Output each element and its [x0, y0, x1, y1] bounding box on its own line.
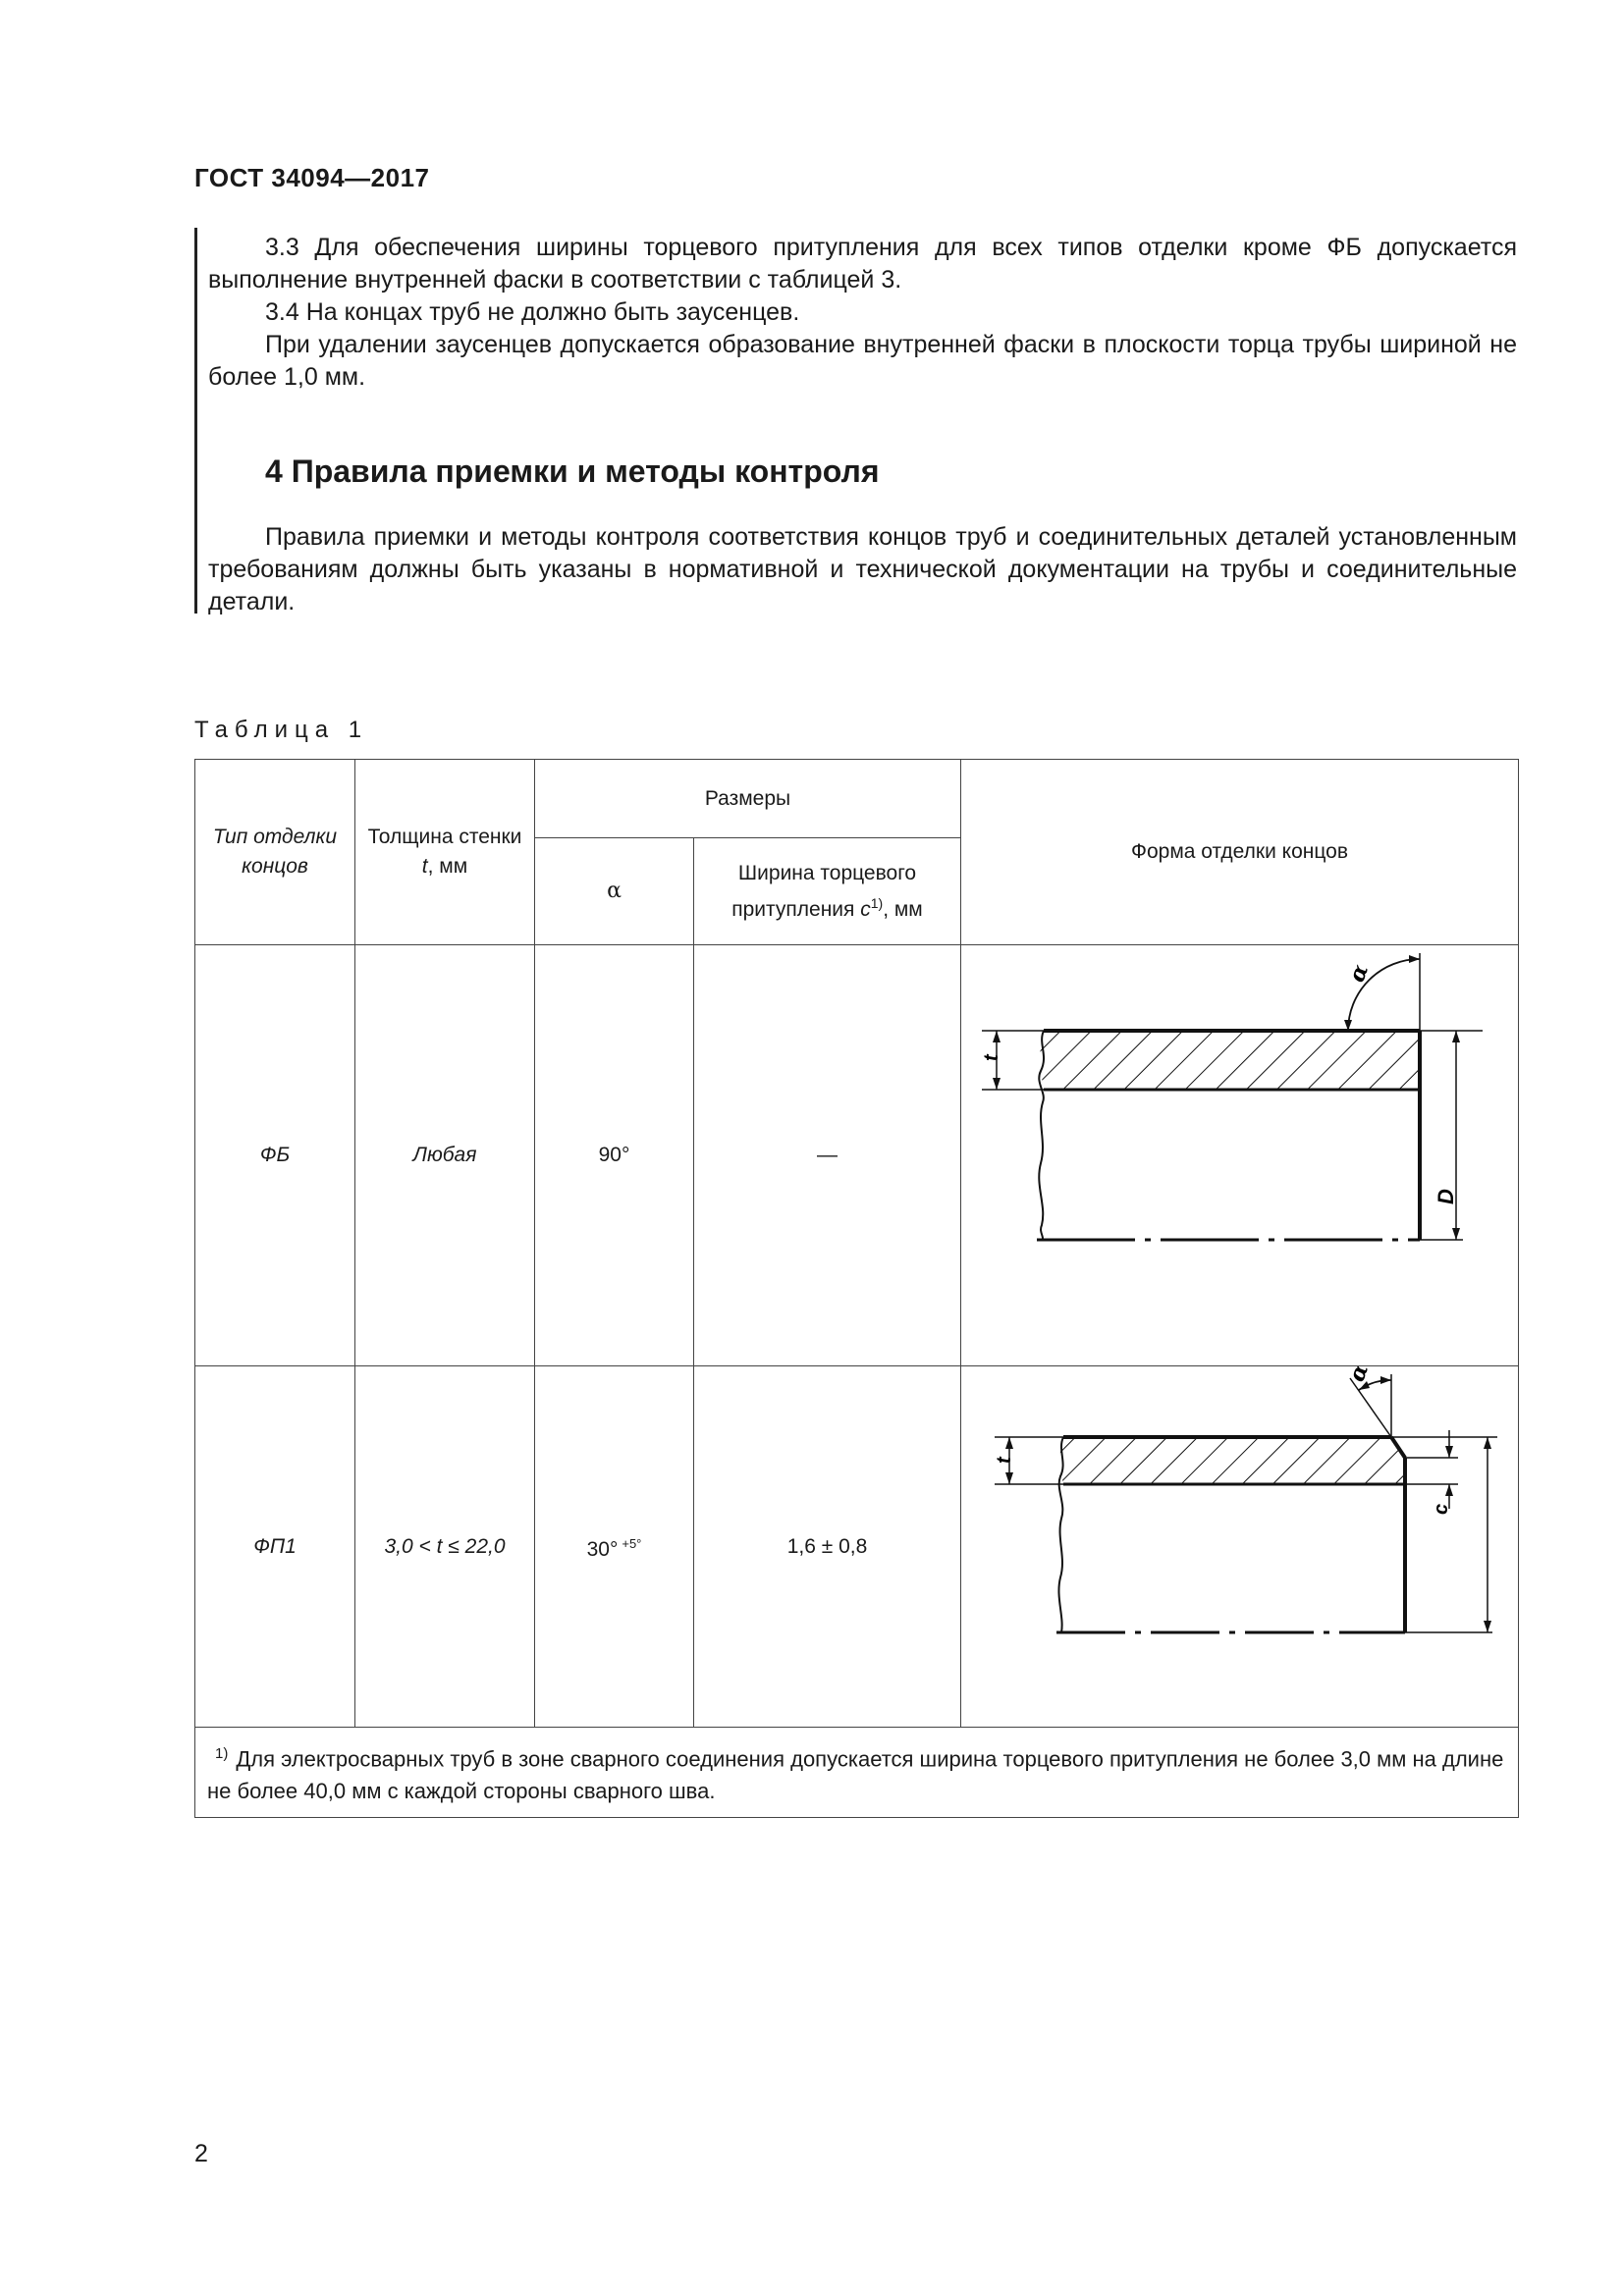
c-label: c [1430, 1503, 1452, 1515]
d-label: D [1433, 1189, 1458, 1204]
header-alpha: α [535, 838, 694, 945]
cell-thickness: 3,0 < t ≤ 22,0 [355, 1366, 535, 1728]
alpha-label: α [1343, 1366, 1374, 1385]
cell-type: ФП1 [195, 1366, 355, 1728]
section-4-title: 4 Правила приемки и методы контроля [265, 454, 880, 489]
fb-drawing [962, 945, 1518, 1357]
cell-width: 1,6 ± 0,8 [694, 1366, 961, 1728]
paragraph-3-4: 3.4 На концах труб не должно быть заусенцев. [265, 298, 800, 326]
table-row-fb [195, 945, 1519, 1366]
table-footnote: $^{1)}$ Для электросварных труб в зоне сварного соединения допускается ширина торцевого притупления не более 3,0 мм на длине не более 40,0 мм с каждой стороны сварного шва. [195, 1728, 1519, 1818]
table-caption: Таблица 1 [194, 717, 369, 743]
header-sizes: Размеры [535, 760, 961, 838]
cell-type: ФБ [195, 945, 355, 1366]
page-number: 2 [194, 2140, 208, 2167]
cell-thickness: Любая [355, 945, 535, 1366]
header-form: Форма отделки концов [961, 760, 1519, 945]
cell-form-fp1 [961, 1366, 1519, 1728]
standard-header: ГОСТ 34094—2017 [194, 163, 430, 192]
cell-form-fb [961, 945, 1519, 1366]
t-label: t [980, 1054, 1002, 1061]
header-width: Ширина торцевого притупления $c^{1)}$, мм [694, 838, 961, 945]
alpha-label: α [1343, 961, 1374, 986]
paragraph-3-4-deburr: При удалении заусенцев допускается образование внутренней фаски в плоскости торца трубы шириной не более 1,0 мм. [208, 331, 1517, 391]
header-type: Тип отделки концов [195, 760, 355, 945]
header-thickness: Толщина стенки t, мм [355, 760, 535, 945]
table-row-fp1 [195, 1366, 1519, 1728]
table-1 [194, 759, 1519, 1818]
change-bar [194, 228, 197, 614]
fp1-drawing [962, 1366, 1518, 1718]
cell-alpha: 30° $^{+5^\circ}$ [535, 1366, 694, 1728]
section-4-text: Правила приемки и методы контроля соответствия концов труб и соединительных деталей установленным требованиям должны быть указаны в нормативной и технической документации на трубы и соединительные детали. [208, 523, 1517, 615]
cell-alpha: 90° [535, 945, 694, 1366]
paragraph-3-3: 3.3 Для обеспечения ширины торцевого притупления для всех типов отделки кроме ФБ допускается выполнение внутренней фаски в соответствии с таблицей 3. [208, 234, 1517, 294]
t-label: t [993, 1457, 1015, 1464]
cell-width: — [694, 945, 961, 1366]
